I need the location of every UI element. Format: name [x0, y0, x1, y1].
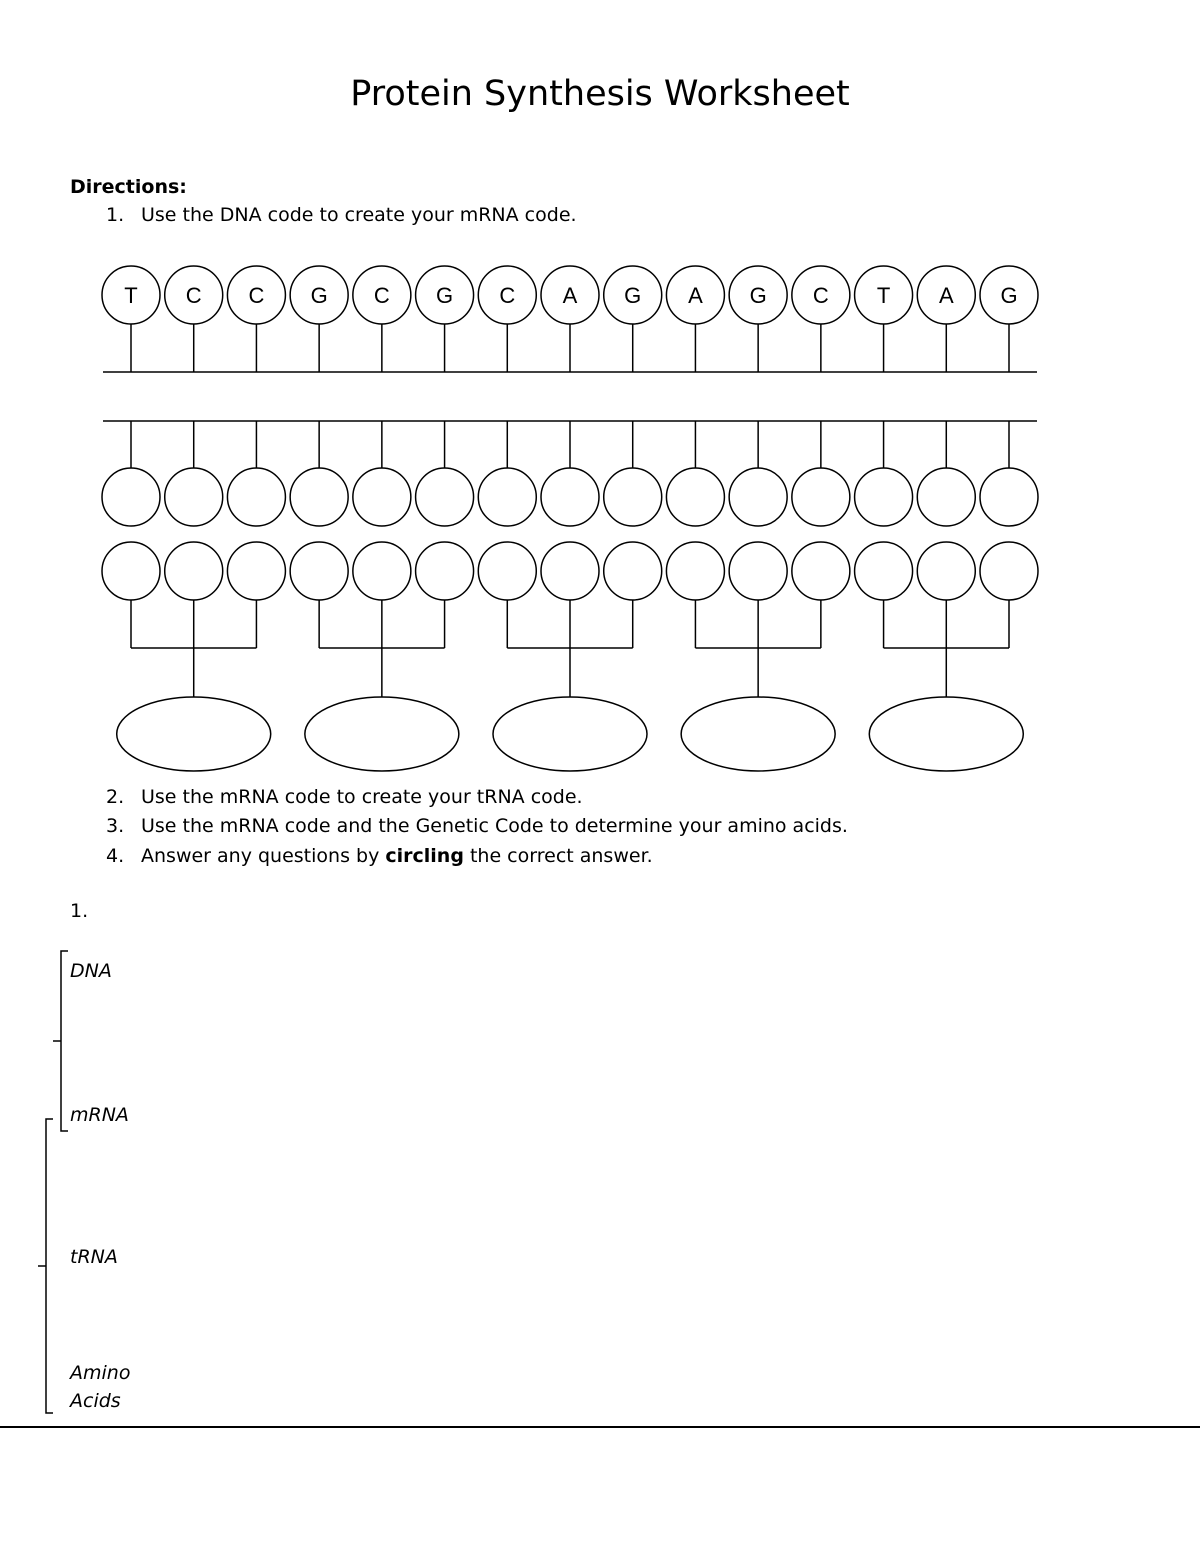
trna-base-circles [102, 542, 1038, 600]
trna-base-circle [416, 542, 474, 600]
dna-mrna-bracket [53, 951, 68, 1131]
mrna-stems [131, 421, 1009, 468]
mrna-base-circle [855, 468, 913, 526]
mrna-base-circle [541, 468, 599, 526]
mrna-base-circle [980, 468, 1038, 526]
step-text-before: Answer any questions by [141, 845, 386, 867]
mrna-base-circle [604, 468, 662, 526]
dna-base-letter: C [499, 283, 516, 308]
step-number: 1. [106, 204, 125, 226]
step-text-after: the correct answer. [463, 845, 653, 867]
dna-base-letter: A [938, 283, 954, 308]
codon-connectors [131, 600, 1009, 697]
dna-base-letter: A [688, 283, 703, 308]
dna-base-letter: C [248, 283, 265, 308]
dna-base-letter: G [624, 283, 642, 308]
mrna-base-circle [729, 468, 787, 526]
trna-base-circle [353, 542, 411, 600]
dna-base-letter: G [310, 283, 328, 308]
mrna-base-circles [102, 468, 1038, 526]
step-number: 4. [106, 845, 125, 867]
dna-base-circles [102, 266, 1038, 324]
step-text: Use the DNA code to create your mRNA code. [141, 204, 577, 226]
amino-acid-ovals [117, 697, 1024, 771]
amino-acid-oval [493, 697, 647, 771]
bottom-divider [0, 1426, 1200, 1428]
question-number: 1. [70, 900, 89, 922]
trna-base-circle [917, 542, 975, 600]
row-label-amino-acids [70, 1359, 130, 1415]
trna-base-circle [478, 542, 536, 600]
dna-base-letter: A [562, 283, 578, 308]
amino-acid-oval [305, 697, 459, 771]
mrna-base-circle [792, 468, 850, 526]
dna-base-letter: C [812, 283, 829, 308]
dna-stems [131, 324, 1009, 372]
trna-base-circle [792, 542, 850, 600]
step-text: Use the mRNA code and the Genetic Code to determine your amino acids. [141, 815, 848, 837]
directions-heading: Directions: [70, 176, 187, 198]
page-title: Protein Synthesis Worksheet [350, 74, 850, 114]
dna-base-letter: C [373, 283, 390, 308]
dna-base-letter: G [1000, 283, 1018, 308]
mrna-base-circle [917, 468, 975, 526]
amino-acid-oval [681, 697, 835, 771]
mrna-base-circle [416, 468, 474, 526]
trna-base-circle [729, 542, 787, 600]
trna-base-circle [290, 542, 348, 600]
dna-base-letter: T [876, 283, 891, 308]
trna-base-circle [855, 542, 913, 600]
trna-base-circle [666, 542, 724, 600]
mrna-amino-bracket [38, 1119, 53, 1413]
mrna-base-circle [227, 468, 285, 526]
trna-base-circle [604, 542, 662, 600]
step-text: Use the mRNA code to create your tRNA code. [141, 786, 583, 808]
step-number: 3. [106, 815, 125, 837]
step-text-bold: circling [385, 845, 464, 867]
dna-base-letter: G [436, 283, 454, 308]
mrna-base-circle [666, 468, 724, 526]
trna-base-circle [980, 542, 1038, 600]
mrna-base-circle [478, 468, 536, 526]
trna-base-circle [227, 542, 285, 600]
trna-base-circle [541, 542, 599, 600]
row-label-trna: tRNA [70, 1246, 118, 1268]
row-brackets [0, 0, 200, 1553]
mrna-base-circle [353, 468, 411, 526]
mrna-base-circle [290, 468, 348, 526]
dna-base-letter: T [124, 283, 138, 308]
row-label-dna: DNA [70, 960, 112, 982]
amino-acid-oval [869, 697, 1023, 771]
row-label-amino-line2: Acids [70, 1390, 121, 1412]
row-label-amino-line1: Amino [70, 1362, 131, 1384]
direction-step-3 [106, 815, 848, 837]
dna-base-letter: C [185, 283, 202, 308]
row-label-mrna: mRNA [70, 1104, 129, 1126]
step-number: 2. [106, 786, 125, 808]
dna-base-letter: G [749, 283, 767, 308]
